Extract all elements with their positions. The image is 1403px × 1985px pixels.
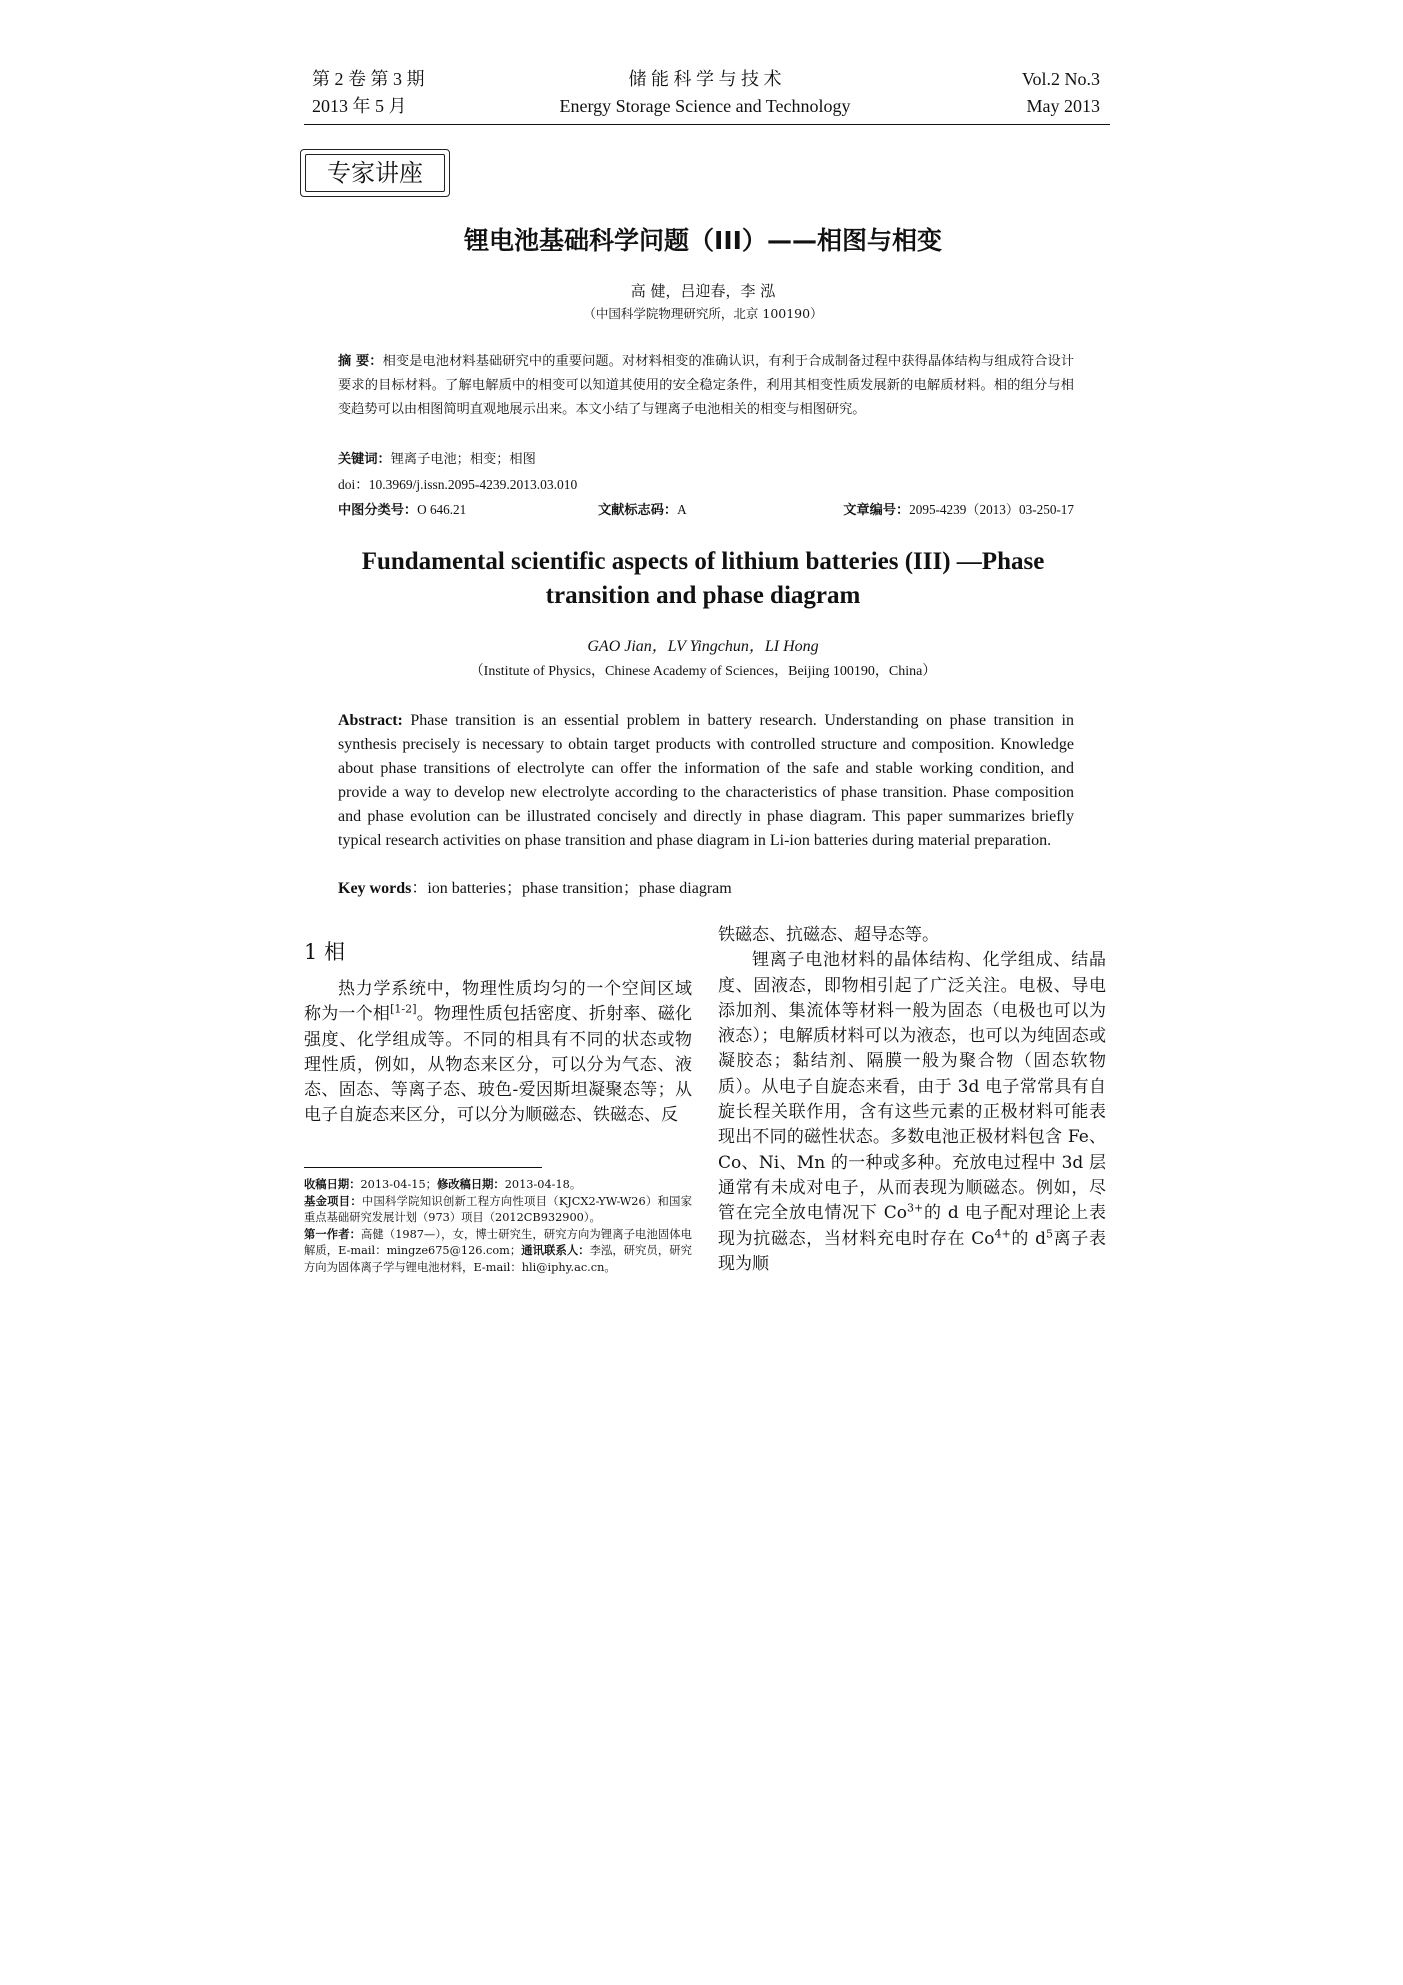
doi: doi：10.3969/j.issn.2095-4239.2013.03.010 bbox=[338, 477, 578, 492]
keywords-cn-text: 锂离子电池；相变；相图 bbox=[390, 452, 536, 467]
document-code-label: 文献标志码： bbox=[598, 503, 678, 518]
revised-date: 2013-04-18。 bbox=[504, 1178, 582, 1191]
affiliation-cn: （中国科学院物理研究所，北京 100190） bbox=[583, 306, 823, 321]
column-badge bbox=[300, 149, 450, 197]
header-rule bbox=[304, 124, 1110, 125]
document-code-value: A bbox=[677, 502, 687, 517]
title-en-line1: Fundamental scientific aspects of lithium batteries (III) —Phase bbox=[361, 548, 1045, 575]
classification-label: 中图分类号： bbox=[338, 503, 418, 518]
received-date: 2013-04-15； bbox=[360, 1178, 437, 1191]
received-label: 收稿日期： bbox=[304, 1178, 361, 1191]
authors-cn: 高 健，吕迎春，李 泓 bbox=[630, 282, 776, 300]
document-code bbox=[598, 498, 687, 523]
article-number-label: 文章编号： bbox=[843, 503, 910, 518]
keywords-en bbox=[338, 877, 1074, 901]
title-cn: 锂电池基础科学问题（III）——相图与相变 bbox=[464, 226, 942, 255]
contact-text: 李泓，研究员，研究方向为固体离子学与锂电池材料，E-mail：hli@iphy.ac.cn。 bbox=[304, 1244, 692, 1274]
abstract-cn-text: 相变是电池材料基础研究中的重要问题。对材料相变的准确认识，有利于合成制备过程中获得晶体结构与组成符合设计要求的目标材料。了解电解质中的相变可以知道其使用的安全稳定条件，利用其相变性质发展新的电解质材料。相的组分与相变趋势可以由相图简明直观地展示出来。本文小结了与锂离子电池相关的相变与相图研究。 bbox=[338, 354, 1075, 417]
right-text-d: 离子表现为顺 bbox=[718, 1228, 1106, 1274]
footnote-fund bbox=[304, 1194, 692, 1227]
contact-label: 通讯联系人： bbox=[521, 1244, 590, 1258]
footnote-rule bbox=[304, 1167, 542, 1168]
footnote-dates bbox=[304, 1177, 692, 1194]
right-text-a: 锂离子电池材料的晶体结构、化学组成、结晶度、固液态，即物相引起了广泛关注。电极、导电添加剂、集流体等材料一般为固态（电极也可以为液态）；电解质材料可以为液态，也可以为纯固态或凝胶态；黏结剂、隔膜一般为聚合物（固态软物质）。从电子自旋态来看，由于 3d 电子常常具有自旋长程关联作用，含有这些元素的正极材料可能表现出不同的磁性状态。多数电池正极材料包含 Fe、Co、Ni、Mn 的一种或多种。充放电过程中 3d 层通常有未成对电子，从而表现为顺磁态。例如，尽管在完全放电情况下 Co bbox=[718, 950, 1106, 1224]
abstract-cn-label: 摘 要： bbox=[338, 354, 383, 369]
authors-en: GAO Jian，LV Yingchun，LI Hong bbox=[587, 638, 819, 655]
abstract-en-label: Abstract: bbox=[338, 712, 403, 729]
column-badge-label: 专家讲座 bbox=[327, 159, 423, 187]
citation-ref: [1-2] bbox=[390, 1002, 417, 1016]
superscript-d5: 5 bbox=[1046, 1226, 1054, 1240]
journal-date-cn: 2013 年 5 月 bbox=[312, 96, 407, 116]
revised-label: 修改稿日期： bbox=[436, 1178, 505, 1191]
journal-volume-issue-cn: 第 2 卷 第 3 期 bbox=[312, 69, 425, 89]
journal-volume-issue-en: Vol.2 No.3 bbox=[1021, 69, 1100, 89]
keywords-en-label: Key words bbox=[338, 880, 412, 897]
keywords-cn-label: 关键词： bbox=[338, 452, 391, 467]
footnote bbox=[304, 1177, 692, 1277]
left-text-a: 热力学系统中，物理性质均匀的一个空间区域称为一个相 bbox=[304, 979, 692, 1025]
right-text-b: 的 d 电子配对理论上表现为抗磁态，当材料充电时存在 Co bbox=[718, 1203, 1106, 1249]
author-label: 第一作者： bbox=[304, 1227, 362, 1241]
journal-name-en: Energy Storage Science and Technology bbox=[559, 96, 851, 116]
fund-text: 中国科学院知识创新工程方向性项目（KJCX2-YW-W26）和国家重点基础研究发展计划（973）项目（2012CB932900）。 bbox=[304, 1194, 692, 1225]
right-paragraph-1: 铁磁态、抗磁态、超导态等。 bbox=[718, 925, 939, 945]
title-en-line2: transition and phase diagram bbox=[545, 582, 861, 609]
superscript-co3: 3+ bbox=[906, 1201, 924, 1215]
fund-label: 基金项目： bbox=[304, 1194, 362, 1208]
footnote-author bbox=[304, 1227, 692, 1277]
classification bbox=[338, 498, 466, 523]
section-heading-1: 1 相 bbox=[304, 940, 346, 964]
abstract-en-text: Phase transition is an essential problem in battery research. Understanding on phase transition in synthesis precisely is necessary to obtain target products with controlled structure and composition. Knowledge about phase transitions of electrolyte can offer the information of the safe and stable working condition, and provide a way to develop new electrolyte according to the characteristics of phase transition. Phase composition and phase evolution can be illustrated concisely and directly in phase diagram. This paper summarizes briefly typical research activities on phase transition and phase diagram in Li-ion batteries during material preparation. bbox=[338, 712, 1074, 849]
journal-name-cn: 储 能 科 学 与 技 术 bbox=[628, 69, 782, 89]
right-paragraph-2 bbox=[718, 948, 1106, 1277]
article-number-value: 2095-4239（2013）03-250-17 bbox=[909, 502, 1074, 517]
right-text-c: 的 d bbox=[1010, 1228, 1046, 1249]
right-column bbox=[718, 923, 1106, 1277]
abstract-cn bbox=[338, 350, 1074, 422]
keywords-en-text: ：ion batteries；phase transition；phase diagram bbox=[411, 880, 732, 897]
article-number bbox=[843, 498, 1074, 523]
classification-value: O 646.21 bbox=[417, 502, 467, 517]
superscript-co4: 4+ bbox=[994, 1226, 1011, 1240]
author-text: 高健（1987—），女，博士研究生，研究方向为锂离子电池固体电解质，E-mail：mingze675@126.com； bbox=[304, 1227, 692, 1258]
keywords-cn bbox=[338, 448, 1074, 472]
affiliation-en: （Institute of Physics，Chinese Academy of Sciences，Beijing 100190，China） bbox=[469, 664, 937, 679]
left-column bbox=[304, 977, 692, 1129]
left-text-b: 。物理性质包括密度、折射率、磁化强度、化学组成等。不同的相具有不同的状态或物理性质，例如，从物态来区分，可以分为气态、液态、固态、等离子态、玻色-爱因斯坦凝聚态等；从电子自旋态来区分，可以分为顺磁态、铁磁态、反 bbox=[304, 1004, 693, 1126]
left-paragraph-1 bbox=[304, 977, 692, 1129]
abstract-en bbox=[338, 709, 1074, 853]
journal-date-en: May 2013 bbox=[1026, 96, 1100, 116]
